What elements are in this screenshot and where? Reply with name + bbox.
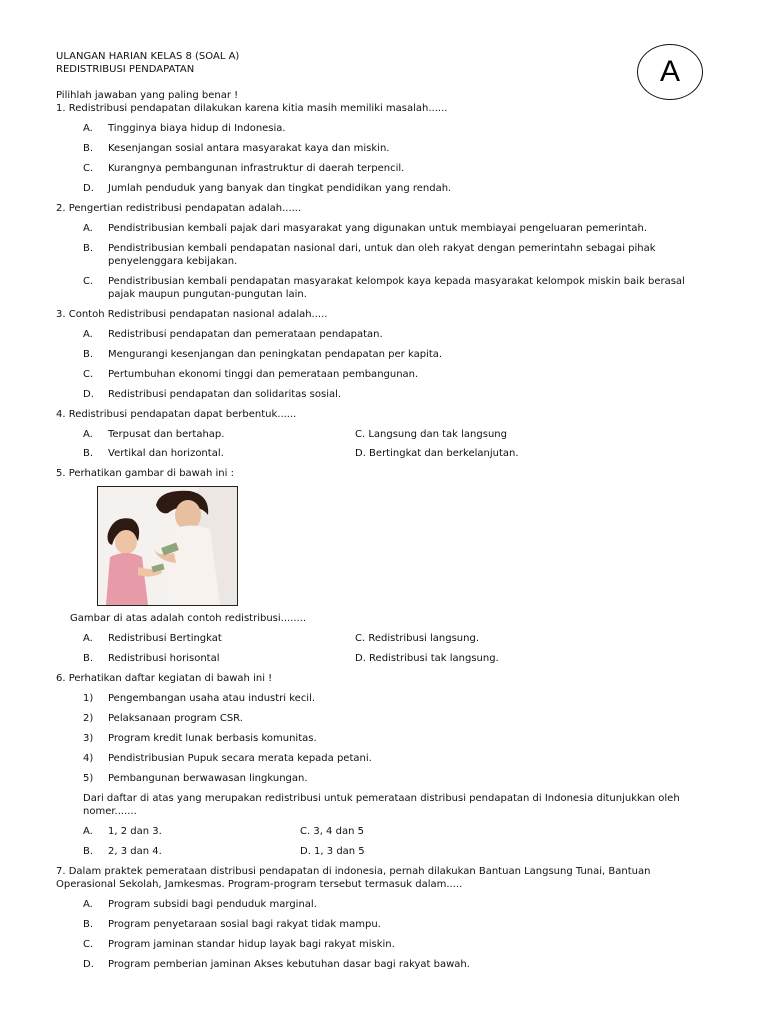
- exam-subtitle: REDISTRIBUSI PENDAPATAN: [56, 64, 195, 75]
- q7-option-d: Program pemberian jaminan Akses kebutuhan dasar bagi rakyat bawah.: [108, 959, 470, 970]
- question-6: 6. Perhatikan daftar kegiatan di bawah ini !: [56, 673, 273, 684]
- q4-option-letter: A.: [83, 429, 93, 440]
- q5-option-letter: A.: [83, 633, 93, 644]
- q6-item-number: 1): [83, 693, 94, 704]
- q2-option-letter: A.: [83, 223, 93, 234]
- question-7: 7. Dalam praktek pemerataan distribusi pendapatan di indonesia, pernah dilakukan Bantuan Langsung Tunai, Bantuan Operasional Sekolah, Jamkesmas. Program-program tersebut termasuk dalam.....: [56, 866, 651, 890]
- q3-option-letter: B.: [83, 349, 94, 360]
- q3-option-c: Pertumbuhan ekonomi tinggi dan pemerataan pembangunan.: [108, 369, 419, 380]
- q6-item-number: 2): [83, 713, 94, 724]
- q6-item: Pendistribusian Pupuk secara merata kepada petani.: [108, 753, 372, 764]
- q4-option-letter: B.: [83, 448, 94, 459]
- q2-option-letter: B.: [83, 243, 94, 254]
- photo-illustration: [98, 487, 237, 605]
- q1-option-c: Kurangnya pembangunan infrastruktur di daerah terpencil.: [108, 163, 405, 174]
- q3-option-d: Redistribusi pendapatan dan solidaritas sosial.: [108, 389, 342, 400]
- question-2: 2. Pengertian redistribusi pendapatan adalah......: [56, 203, 302, 214]
- q4-option-c: C. Langsung dan tak langsung: [355, 429, 507, 440]
- q6-option-letter: A.: [83, 826, 93, 837]
- q5-option-letter: B.: [83, 653, 94, 664]
- q1-option-a: Tingginya biaya hidup di Indonesia.: [108, 123, 286, 134]
- q1-option-letter: B.: [83, 143, 94, 154]
- q5-option-b: Redistribusi horisontal: [108, 653, 220, 664]
- q1-option-letter: D.: [83, 183, 94, 194]
- q6-option-a: 1, 2 dan 3.: [108, 826, 162, 837]
- exam-title: ULANGAN HARIAN KELAS 8 (SOAL A): [56, 51, 240, 62]
- q5-option-a: Redistribusi Bertingkat: [108, 633, 222, 644]
- q2-option-c: Pendistribusian kembali pendapatan masyarakat kelompok kaya kepada masyarakat kelompok miskin baik berasal pajak maupun pungutan-pungutan lain.: [108, 276, 685, 300]
- q3-option-letter: C.: [83, 369, 94, 380]
- q7-option-a: Program subsidi bagi penduduk marginal.: [108, 899, 317, 910]
- q3-option-letter: A.: [83, 329, 93, 340]
- q3-option-a: Redistribusi pendapatan dan pemerataan pendapatan.: [108, 329, 383, 340]
- version-badge: A: [637, 44, 703, 100]
- q6-item-number: 4): [83, 753, 94, 764]
- q6-item: Pelaksanaan program CSR.: [108, 713, 243, 724]
- q3-option-letter: D.: [83, 389, 94, 400]
- q4-option-d: D. Bertingkat dan berkelanjutan.: [355, 448, 519, 459]
- question-5: 5. Perhatikan gambar di bawah ini :: [56, 468, 234, 479]
- q1-option-d: Jumlah penduduk yang banyak dan tingkat pendidikan yang rendah.: [108, 183, 452, 194]
- q5-caption: Gambar di atas adalah contoh redistribusi........: [70, 613, 307, 624]
- q5-option-d: D. Redistribusi tak langsung.: [355, 653, 499, 664]
- q3-option-b: Mengurangi kesenjangan dan peningkatan pendapatan per kapita.: [108, 349, 443, 360]
- q6-option-letter: B.: [83, 846, 94, 857]
- instruction: Pilihlah jawaban yang paling benar !: [56, 90, 239, 101]
- q1-option-letter: A.: [83, 123, 93, 134]
- q6-item: Pembangunan berwawasan lingkungan.: [108, 773, 308, 784]
- q7-option-letter: A.: [83, 899, 93, 910]
- question-3: 3. Contoh Redistribusi pendapatan nasional adalah.....: [56, 309, 328, 320]
- q6-item: Pengembangan usaha atau industri kecil.: [108, 693, 316, 704]
- q1-option-letter: C.: [83, 163, 94, 174]
- q1-option-b: Kesenjangan sosial antara masyarakat kaya dan miskin.: [108, 143, 390, 154]
- q7-option-b: Program penyetaraan sosial bagi rakyat tidak mampu.: [108, 919, 381, 930]
- q6-prompt: Dari daftar di atas yang merupakan redistribusi untuk pemerataan distribusi pendapatan di Indonesia ditunjukkan oleh nomer.......: [83, 793, 680, 817]
- question-4: 4. Redistribusi pendapatan dapat berbentuk......: [56, 409, 297, 420]
- q4-option-b: Vertikal dan horizontal.: [108, 448, 224, 459]
- q4-option-a: Terpusat dan bertahap.: [108, 429, 225, 440]
- q6-item: Program kredit lunak berbasis komunitas.: [108, 733, 317, 744]
- q2-option-letter: C.: [83, 276, 94, 287]
- q6-item-number: 3): [83, 733, 94, 744]
- q6-item-number: 5): [83, 773, 94, 784]
- question-1: 1. Redistribusi pendapatan dilakukan karena kitia masih memiliki masalah......: [56, 103, 448, 114]
- q2-option-b: Pendistribusian kembali pendapatan nasional dari, untuk dan oleh rakyat dengan pemerintahn sebagai pihak penyelenggara kebijakan.: [108, 243, 656, 267]
- q7-option-letter: B.: [83, 919, 94, 930]
- q5-option-c: C. Redistribusi langsung.: [355, 633, 479, 644]
- q6-option-c: C. 3, 4 dan 5: [300, 826, 364, 837]
- q7-option-letter: D.: [83, 959, 94, 970]
- q6-option-d: D. 1, 3 dan 5: [300, 846, 365, 857]
- q6-option-b: 2, 3 dan 4.: [108, 846, 162, 857]
- mother-giving-money-photo: [97, 486, 238, 606]
- q2-option-a: Pendistribusian kembali pajak dari masyarakat yang digunakan untuk membiayai pengeluaran pemerintah.: [108, 223, 648, 234]
- q7-option-c: Program jaminan standar hidup layak bagi rakyat miskin.: [108, 939, 395, 950]
- q7-option-letter: C.: [83, 939, 94, 950]
